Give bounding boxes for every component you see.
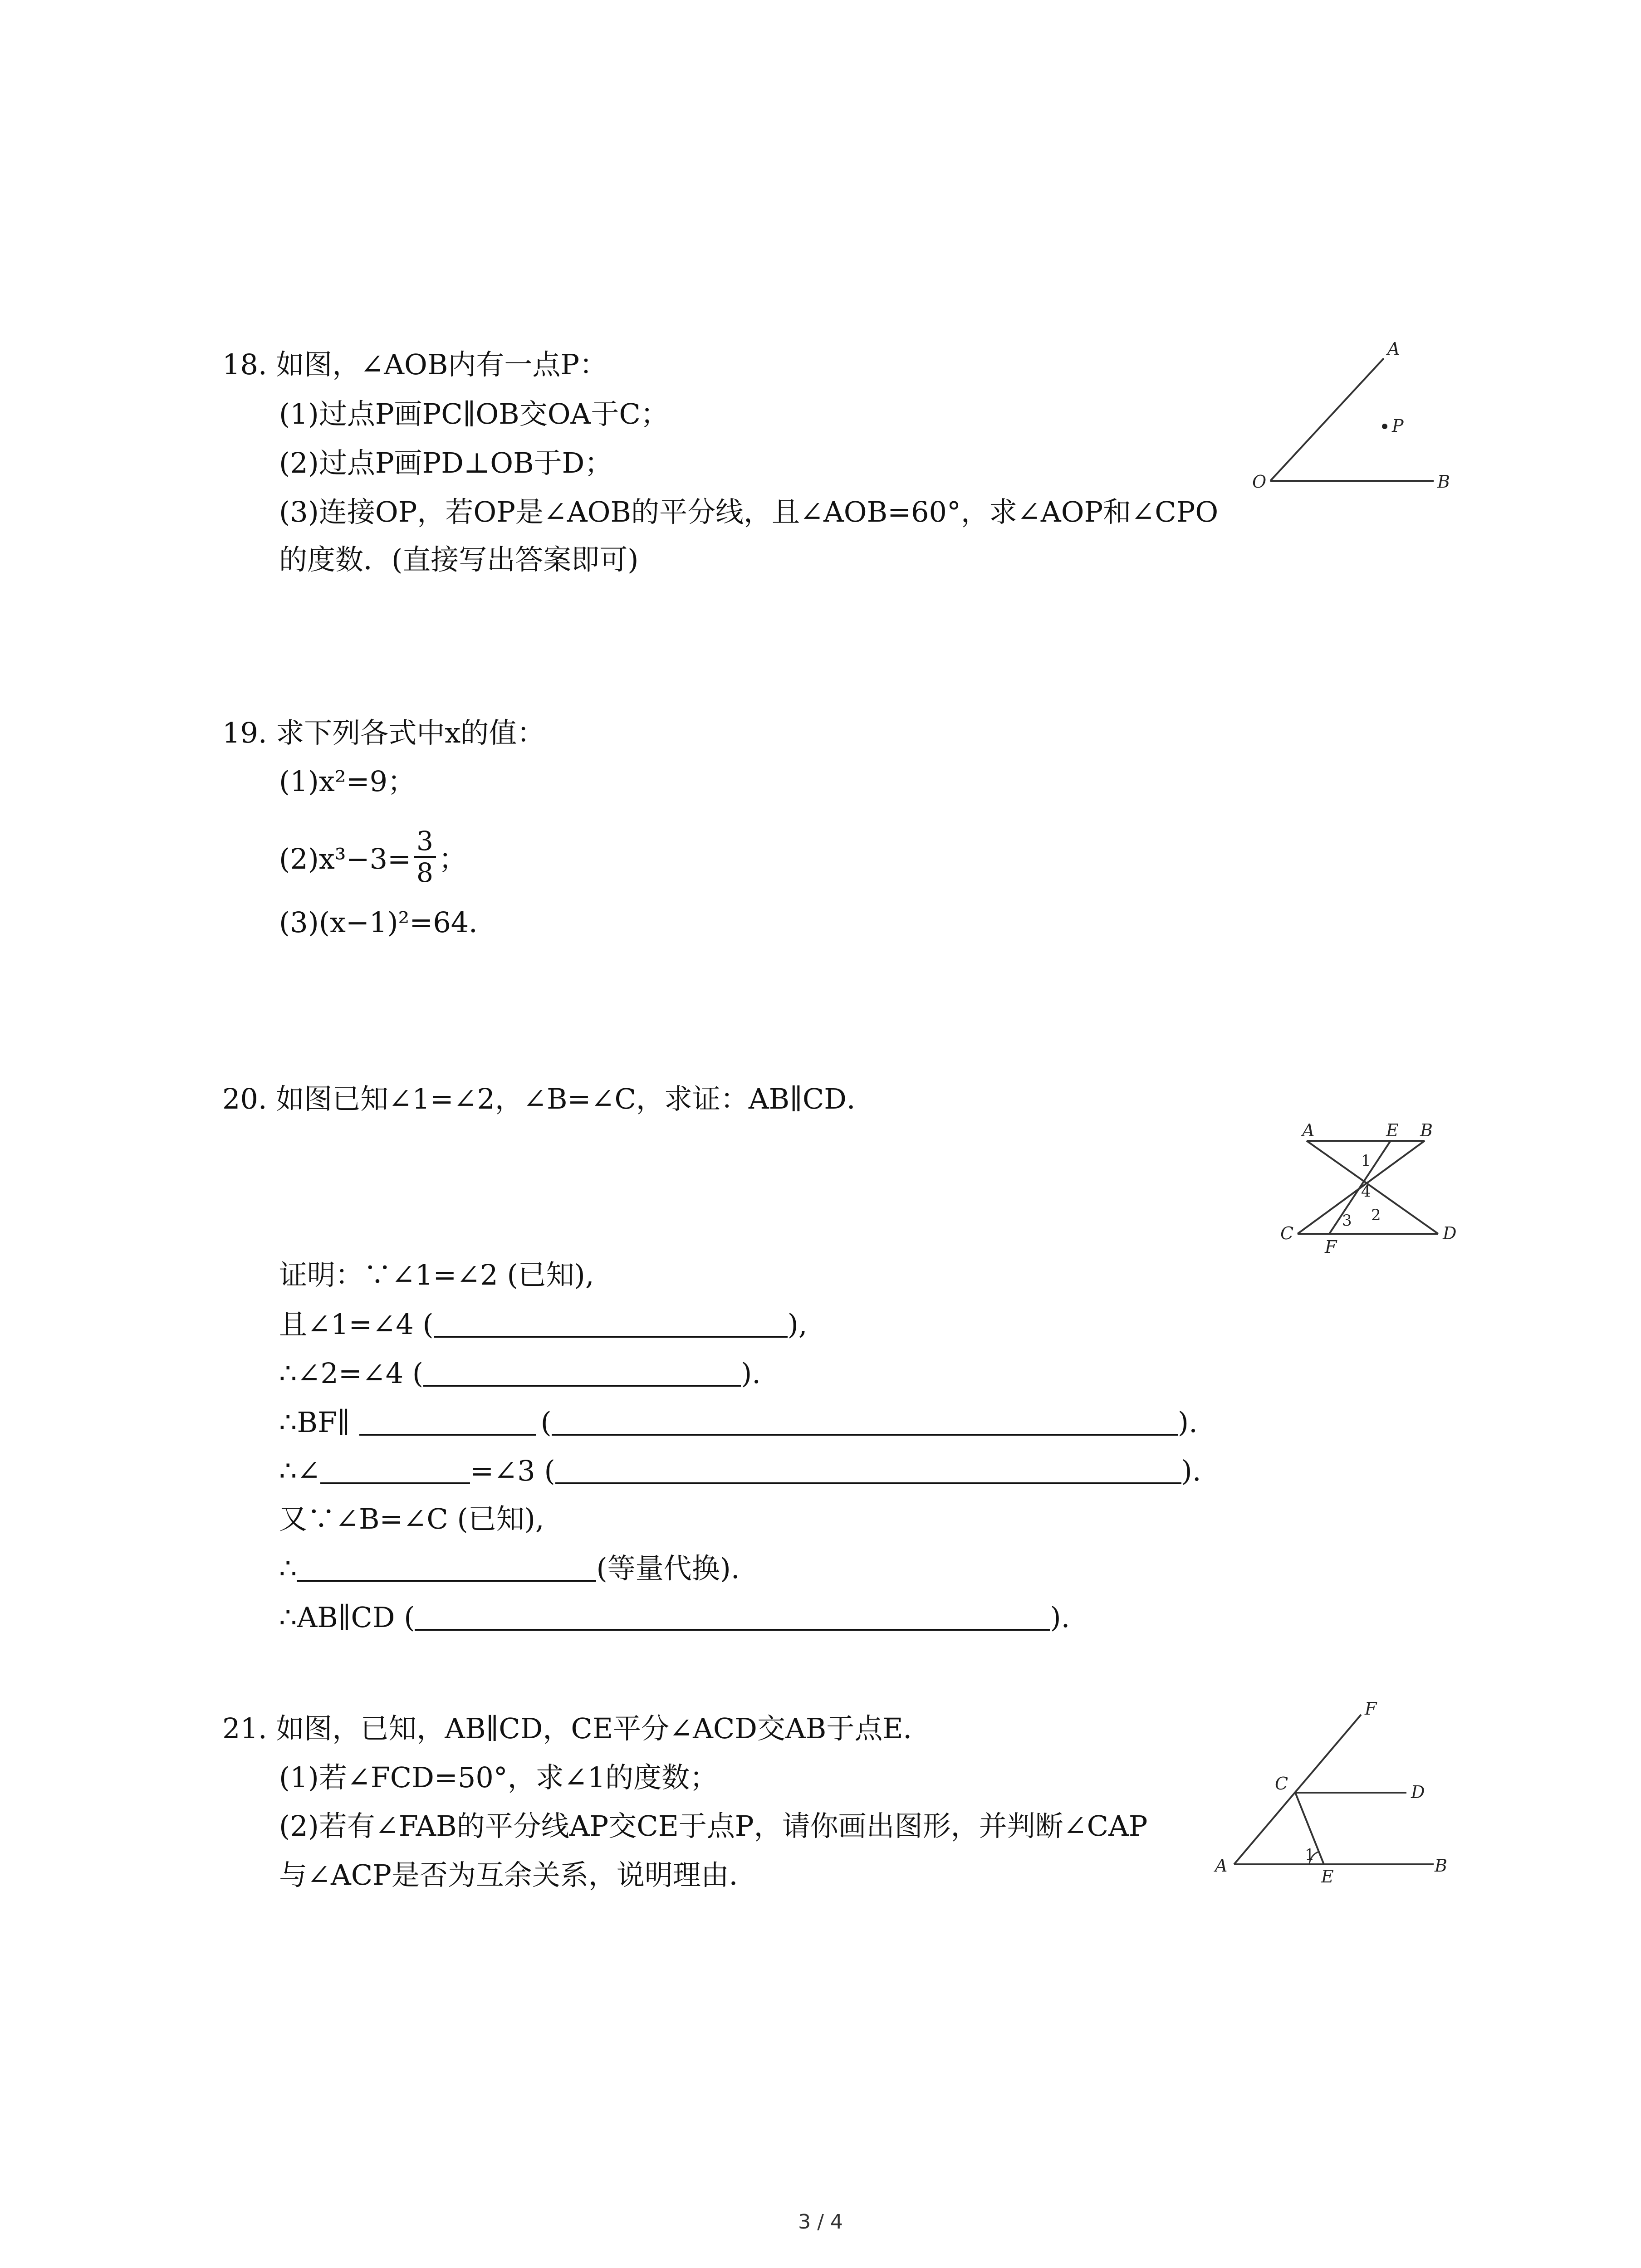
q20-proof-line4-open: ( — [540, 1406, 552, 1439]
q18-stem: 18. 如图，∠AOB内有一点P： — [222, 348, 608, 381]
q20-blank-2[interactable] — [423, 1359, 741, 1387]
q20-proof-line5-text: ∴∠ — [279, 1454, 321, 1487]
q19-fraction — [414, 828, 436, 886]
q21-figure — [1202, 1696, 1461, 1887]
q19-part1: (1)x²=9； — [279, 765, 416, 798]
page-number: 3 / 4 — [798, 2210, 843, 2234]
q20-proof-line3-text: ∴∠2=∠4 ( — [279, 1357, 424, 1390]
q20-blank-6[interactable] — [555, 1456, 1181, 1484]
q18-figure — [1225, 336, 1461, 499]
q19-part2-lhs: (2)x³−3= — [279, 842, 411, 876]
q20-proof-line8-end: ). — [1050, 1601, 1070, 1634]
q18-label-p: P — [1392, 416, 1404, 436]
q20-figure — [1270, 1120, 1465, 1256]
q20-label-a: A — [1302, 1120, 1315, 1140]
q21-part1: (1)若∠FCD=50°，求∠1的度数； — [279, 1761, 718, 1794]
q21-label-f: F — [1365, 1699, 1377, 1719]
q20-label-d: D — [1443, 1223, 1457, 1243]
q20-proof-line2-text: 且∠1=∠4 ( — [279, 1308, 434, 1341]
q21-label-a: A — [1215, 1856, 1228, 1876]
q20-angle-1: 1 — [1361, 1152, 1371, 1170]
q20-proof-line7-end: (等量代换). — [596, 1552, 740, 1585]
q20-proof-line2-end: ), — [787, 1308, 808, 1341]
q21-part2-cont: 与∠ACP是否为互余关系，说明理由． — [279, 1858, 757, 1892]
q20-angle-4: 4 — [1361, 1183, 1371, 1201]
q20-blank-5[interactable] — [320, 1456, 470, 1484]
q20-proof-line4-end: ). — [1177, 1406, 1198, 1439]
q21-stem: 21. 如图，已知，AB∥CD，CE平分∠ACD交AB于点E． — [222, 1712, 931, 1745]
q20-proof-line4 — [279, 1408, 1198, 1437]
q19-part2 — [279, 826, 467, 890]
q18-label-a: A — [1387, 339, 1400, 359]
q20-proof-line7 — [279, 1554, 740, 1583]
q18-part3-cont: 的度数．(直接写出答案即可) — [279, 543, 639, 576]
q19-part2-end: ； — [438, 842, 467, 876]
q20-proof-line5 — [279, 1456, 1201, 1485]
q20-proof-line3 — [279, 1359, 761, 1388]
q18-part2: (2)过点P画PD⊥OB于D； — [279, 446, 613, 479]
q20-blank-1[interactable] — [434, 1310, 788, 1338]
q20-proof-line8-text: ∴AB∥CD ( — [279, 1601, 415, 1634]
q21-label-c: C — [1275, 1774, 1288, 1794]
q20-proof-line5-end: ). — [1181, 1454, 1201, 1487]
q21-label-d: D — [1411, 1782, 1425, 1802]
q19-fraction-den: 8 — [416, 857, 433, 888]
q20-angle-2: 2 — [1371, 1206, 1381, 1224]
q18-label-b: B — [1437, 472, 1450, 492]
q20-angle-3: 3 — [1342, 1212, 1352, 1230]
q20-label-b: B — [1420, 1120, 1433, 1140]
q20-label-c: C — [1280, 1223, 1294, 1243]
q20-proof-line4-text: ∴BF∥ — [279, 1406, 350, 1439]
q20-blank-3[interactable] — [359, 1408, 536, 1436]
q20-proof-line8 — [279, 1603, 1070, 1632]
q20-proof-line5-mid: =∠3 ( — [470, 1454, 555, 1487]
q20-blank-8[interactable] — [415, 1603, 1050, 1631]
q20-blank-4[interactable] — [552, 1408, 1178, 1436]
q20-proof-line3-end: ). — [741, 1357, 761, 1390]
q20-label-f: F — [1325, 1237, 1337, 1256]
q21-label-b: B — [1435, 1856, 1447, 1876]
q19-stem: 19. 求下列各式中x的值： — [222, 716, 545, 749]
q20-stem: 20. 如图已知∠1=∠2，∠B=∠C，求证：AB∥CD． — [222, 1082, 875, 1115]
q18-part1: (1)过点P画PC∥OB交OA于C； — [279, 397, 669, 430]
q19-fraction-num: 3 — [414, 828, 436, 858]
q18-part3: (3)连接OP，若OP是∠AOB的平分线，且∠AOB=60°，求∠AOP和∠CPO — [279, 495, 1219, 528]
q20-proof-line6: 又∵∠B=∠C (已知), — [279, 1502, 544, 1535]
q20-proof-line1: 证明：∵∠1=∠2 (已知), — [279, 1258, 594, 1291]
q19-part3: (3)(x−1)²=64． — [279, 906, 497, 939]
q21-angle-1: 1 — [1305, 1846, 1315, 1864]
q20-proof-line7-text: ∴ — [279, 1552, 297, 1585]
q21-part2: (2)若有∠FAB的平分线AP交CE于点P，请你画出图形，并判断∠CAP — [279, 1809, 1148, 1843]
q20-blank-7[interactable] — [297, 1554, 596, 1582]
q18-label-o: O — [1252, 472, 1267, 492]
q20-label-e: E — [1386, 1120, 1399, 1140]
q21-label-e: E — [1321, 1867, 1334, 1887]
q20-proof-line2 — [279, 1310, 808, 1339]
